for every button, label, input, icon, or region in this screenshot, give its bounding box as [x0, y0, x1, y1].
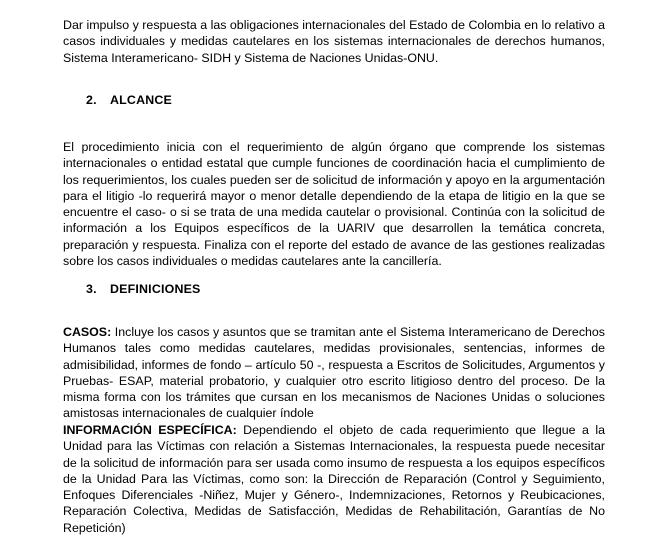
section-heading-alcance [86, 92, 172, 108]
section-title: DEFINICIONES [110, 282, 201, 296]
definition-term: INFORMACIÓN ESPECÍFICA: [63, 423, 237, 437]
alcance-paragraph: El procedimiento inicia con el requerimiento de algún órgano que comprende los sistemas internacionales o entidad estatal que cumple funciones de coordinación hacia el cumplimiento de los requerimientos, los cuales pueden ser de solicitud de información y apoyo en la argumentación para el litigio -lo requerirá mayor o menor detalle dependiendo de la etapa de litigio en la que se encuentre el caso- o si se trata de una medida cautelar o provisional. Continúa con la solicitud de información a los Equipos específicos de la UARIV que desarrollen la temática concreta, preparación y respuesta. Finaliza con el reporte del estado de avance de las gestiones realizadas sobre los casos individuales o medidas cautelares ante la cancillería. [63, 140, 605, 269]
definition-text: Incluye los casos y asuntos que se tramitan ante el Sistema Interamericano de Derechos Humanos tales como medidas cautelares, medidas provisionales, sentencias, informes de admisibilidad, informes de fondo – artículo 50 -, respuesta a Escritos de Solicitudes, Argumentos y Pruebas- ESAP, material probatorio, y cualquier otro escrito litigioso dentro del proceso. De la misma forma con los trámites que cursan en los mecanismos de Naciones Unidas o soluciones amistosas internacionales de cualquier índole [63, 325, 605, 421]
definition-term: CASOS: [63, 325, 112, 339]
section-number: 3. [86, 282, 97, 296]
definition-informacion-especifica [63, 422, 605, 536]
definition-text: Dependiendo el objeto de cada requerimiento que llegue a la Unidad para las Víctimas con relación a Sistemas Internacionales, la respuesta puede necesitar de la solicitud de información para ser usada como insumo de respuesta a los equipos específicos de la Unidad Para las Víctimas, como son: la Dirección de Reparación (Control y Seguimiento, Enfoques Diferenciales -Niñez, Mujer y Género-, Indemnizaciones, Retornos y Reubicaciones, Reparación Colectiva, Medidas de Satisfacción, Medidas de Rehabilitación, Garantías de No Repetición) [63, 423, 606, 535]
definition-casos [63, 324, 605, 422]
section-heading-definiciones [86, 281, 201, 297]
section-number: 2. [86, 93, 97, 107]
intro-paragraph: Dar impulso y respuesta a las obligaciones internacionales del Estado de Colombia en lo relativo a casos individuales y medidas cautelares en los sistemas internacionales de derechos humanos, Sistema Interamericano- SIDH y Sistema de Naciones Unidas-ONU. [63, 18, 605, 65]
section-title: ALCANCE [110, 93, 172, 107]
